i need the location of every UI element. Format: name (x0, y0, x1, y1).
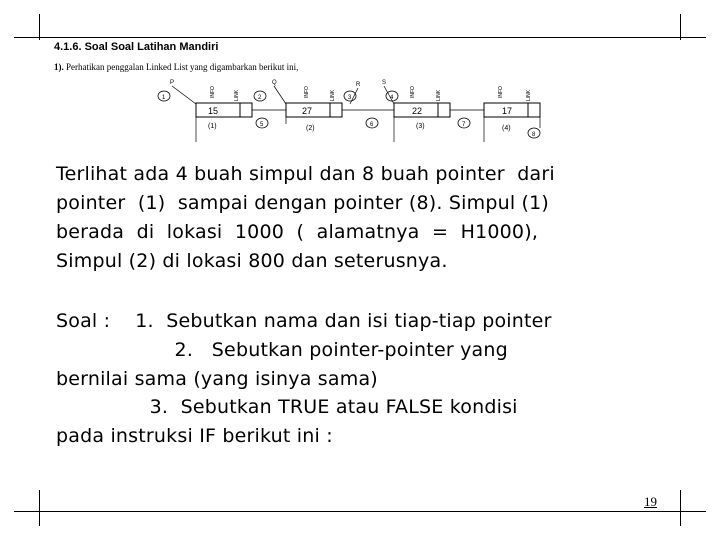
intro-line (54, 62, 298, 72)
node-4-value: 17 (502, 106, 513, 116)
question-line-5: pada instruksi IF berikut ini : (56, 425, 333, 447)
pointer-7 (458, 118, 470, 128)
node-1-value: 15 (208, 106, 219, 116)
question-line-2: 2. Sebutkan pointer-pointer yang (56, 339, 508, 361)
field-label-link-2: LINK (330, 89, 336, 101)
svg-text:3: 3 (348, 95, 352, 101)
node-1 (196, 103, 252, 130)
svg-text:4: 4 (390, 95, 394, 101)
field-label-link-3: LINK (436, 89, 442, 101)
svg-text:5: 5 (260, 122, 264, 128)
node-3-label: (3) (416, 123, 425, 130)
node-4 (484, 103, 540, 132)
frame-top-horizontal (14, 37, 706, 38)
field-label-link-4: LINK (526, 89, 532, 101)
node-1-label: (1) (208, 123, 217, 130)
field-label-link-1: LINK (234, 89, 240, 101)
node-2 (286, 103, 342, 132)
question-line-1: Soal : 1. Sebutkan nama dan isi tiap-tiap pointer (56, 310, 552, 332)
pointer-name-s: S (382, 80, 387, 86)
field-label-info-4: INFO (498, 86, 504, 98)
svg-text:7: 7 (462, 122, 466, 128)
intro-text: Perhatikan penggalan Linked List yang digambarkan berikut ini, (66, 62, 299, 72)
pointer-6 (366, 118, 378, 128)
node-2-value: 27 (302, 106, 313, 116)
question-line-4: 3. Sebutkan TRUE atau FALSE kondisi (56, 396, 518, 418)
paragraph-line-1: Terlihat ada 4 buah simpul dan 8 buah pointer dari (56, 163, 555, 185)
svg-text:2: 2 (258, 95, 262, 101)
paragraph-line-3: berada di lokasi 1000 ( alamatnya = H1000), (56, 221, 539, 243)
node-2-label: (2) (306, 125, 315, 132)
section-heading: 4.1.6. Soal Soal Latihan Mandiri (54, 41, 219, 53)
pointer-8 (528, 128, 540, 138)
linked-list-diagram (150, 76, 550, 156)
field-label-info-3: INFO (410, 86, 416, 98)
pointer-name-p: P (170, 80, 175, 86)
page-number: 19 (644, 494, 657, 509)
field-label-info-2: INFO (304, 86, 310, 98)
intro-number: 1). (54, 62, 64, 72)
pointer-name-r: R (356, 82, 361, 88)
pointer-1 (158, 91, 170, 101)
frame-bottom-left-vertical (39, 490, 40, 526)
node-3-value: 22 (412, 106, 423, 116)
pointer-5 (256, 118, 268, 128)
node-4-label: (4) (502, 125, 511, 132)
question-line-3: bernilai sama (yang isinya sama) (56, 368, 378, 390)
field-label-info-1: INFO (210, 86, 216, 98)
pointer-2 (254, 91, 266, 101)
frame-bottom-right-vertical (680, 490, 681, 526)
svg-text:6: 6 (370, 122, 374, 128)
svg-text:1: 1 (162, 95, 166, 101)
node-3 (394, 103, 450, 130)
svg-text:8: 8 (532, 132, 536, 138)
paragraph-line-2: pointer (1) sampai dengan pointer (8). Simpul (1) (56, 192, 550, 214)
paragraph-line-4: Simpul (2) di lokasi 800 dan seterusnya. (56, 250, 448, 272)
pointer-name-q: Q (272, 80, 277, 86)
frame-bottom-horizontal (14, 511, 706, 512)
